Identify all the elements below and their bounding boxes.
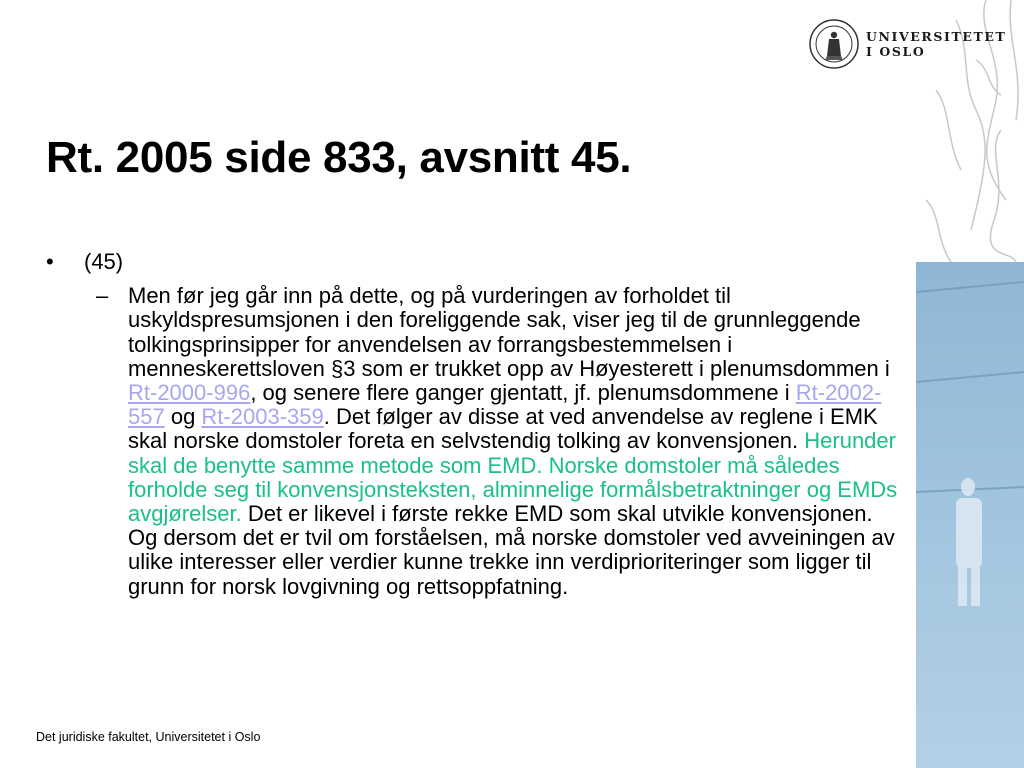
link-rt-2002-557[interactable]: Rt-2002-557 bbox=[128, 380, 882, 430]
paragraph-part1: Men før jeg går inn på dette, og på vurderingen av forholdet til uskyldspresumsjonen i den foreliggende sak, viser jeg til de grunnleggende tolkingsprinsipper for anvendelsen av forrangsbestemmelsen i menneskerettsloven §3 som er trukket opp av Høyesterett i plenumsdommen i bbox=[128, 283, 890, 381]
paragraph-part3: og bbox=[164, 404, 202, 430]
paragraph-part2: , og senere flere ganger gjentatt, jf. plenumsdommene i bbox=[250, 380, 796, 406]
bullet-level1 bbox=[46, 250, 906, 274]
university-name bbox=[866, 29, 1006, 59]
bullet-level2 bbox=[46, 284, 906, 599]
university-name-line1: UNIVERSITETET bbox=[866, 29, 1007, 44]
decorative-photo-panel bbox=[916, 262, 1024, 768]
university-name-line2: I OSLO bbox=[866, 44, 926, 59]
decorative-side-panel bbox=[916, 0, 1024, 768]
university-seal-icon bbox=[808, 18, 860, 70]
paragraph-part4: . Det følger av disse at ved anvendelse av reglene i EMK skal norske domstoler foreta en selvstendig tolking av konvensjonen. bbox=[128, 404, 878, 454]
statue-photo-icon bbox=[916, 262, 1024, 768]
slide-content bbox=[46, 250, 906, 599]
highlighted-text: Herunder skal de benytte samme metode som EMD. Norske domstoler må således forholde seg til konvensjonsteksten, alminnelige formålsbetraktninger og EMDs avgjørelser. bbox=[128, 428, 898, 527]
paragraph-part5: Det er likevel i første rekke EMD som skal utvikle konvensjonen. Og dersom det er tvil om forståelsen, må norske domstoler ved avveiningen av ulike interesser eller verdier kunne trekke inn verdiprioriteringer som ligger til grunn for norsk lovgivning og rettsoppfatning. bbox=[128, 501, 895, 599]
link-rt-2003-359[interactable]: Rt-2003-359 bbox=[201, 404, 324, 430]
footer-text: Det juridiske fakultet, Universitetet i Oslo bbox=[36, 730, 261, 744]
slide-title: Rt. 2005 side 833, avsnitt 45. bbox=[46, 133, 632, 182]
dash-marker: – bbox=[96, 283, 109, 309]
link-rt-2000-996[interactable]: Rt-2000-996 bbox=[128, 380, 251, 406]
bullet-marker: • bbox=[46, 249, 54, 274]
bullet-text: (45) bbox=[84, 249, 124, 274]
